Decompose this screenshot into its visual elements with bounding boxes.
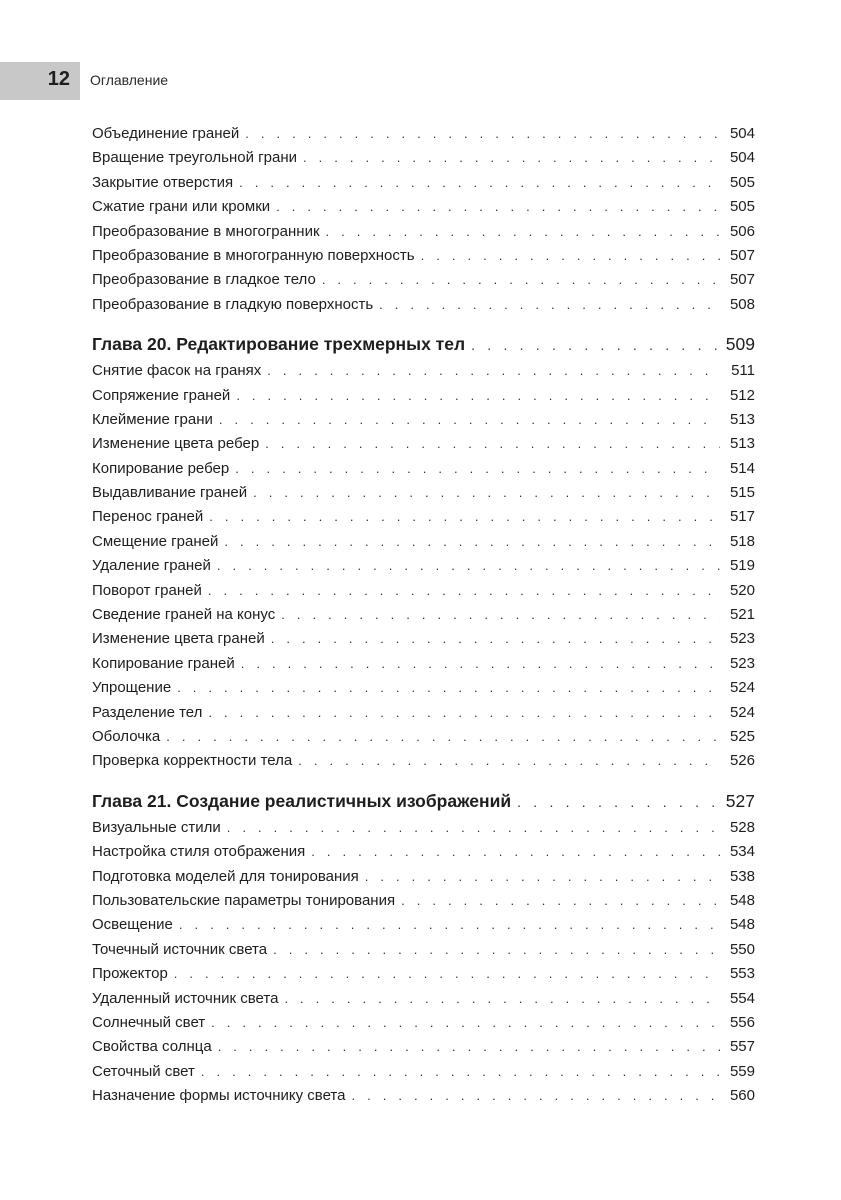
entry-title: Изменение цвета граней	[92, 630, 265, 648]
entry-title: Преобразование в гладкую поверхность	[92, 295, 374, 313]
entry-title: Пользовательские параметры тонирования	[92, 891, 396, 909]
toc-entry[interactable]	[92, 457, 755, 481]
entry-title: Назначение формы источнику света	[92, 1087, 346, 1105]
toc-entry[interactable]	[92, 1035, 755, 1059]
entry-page-number: 556	[729, 1013, 755, 1031]
toc-entry[interactable]	[92, 749, 755, 773]
dot-leader	[224, 530, 720, 554]
page-number-box	[0, 62, 80, 100]
entry-title: Настройка стиля отображения	[92, 843, 306, 861]
toc-section	[92, 329, 755, 774]
dot-leader	[298, 749, 720, 773]
entry-title: Оболочка	[92, 727, 161, 745]
dot-leader	[218, 1035, 720, 1059]
dot-leader	[303, 146, 720, 170]
entry-title: Сеточный свет	[92, 1062, 195, 1080]
dot-leader	[517, 787, 720, 816]
entry-title: Копирование граней	[92, 654, 235, 672]
entry-title: Удаление граней	[92, 557, 211, 575]
dot-leader	[241, 652, 720, 676]
entry-page-number: 513	[729, 410, 755, 428]
entry-title: Перенос граней	[92, 508, 204, 526]
entry-page-number: 534	[729, 843, 755, 861]
dot-leader	[211, 1011, 720, 1035]
entry-title: Подготовка моделей для тонирования	[92, 867, 359, 885]
dot-leader	[351, 1084, 720, 1108]
toc-entry[interactable]	[92, 913, 755, 937]
entry-page-number: 505	[729, 198, 755, 216]
entry-title: Свойства солнца	[92, 1038, 212, 1056]
entry-page-number: 528	[729, 818, 755, 836]
dot-leader	[365, 865, 720, 889]
toc-chapter-heading[interactable]	[92, 786, 755, 816]
toc-entry[interactable]	[92, 1060, 755, 1084]
chapter-name: Редактирование трехмерных тел	[176, 334, 466, 355]
toc-entry[interactable]	[92, 938, 755, 962]
toc-section	[92, 786, 755, 1109]
entry-page-number: 507	[729, 246, 755, 264]
entry-page-number: 504	[729, 125, 755, 142]
toc-chapter-heading[interactable]	[92, 329, 755, 359]
entry-page-number: 508	[729, 295, 755, 313]
entry-page-number: 506	[729, 222, 755, 240]
toc-entry[interactable]	[92, 554, 755, 578]
entry-title: Смещение граней	[92, 532, 219, 550]
entry-title: Сжатие грани или кромки	[92, 198, 271, 216]
entry-title: Проверка корректности тела	[92, 752, 293, 770]
entry-page-number: 524	[729, 703, 755, 721]
dot-leader	[208, 579, 720, 603]
entry-title: Сопряжение граней	[92, 386, 231, 404]
entry-page-number: 550	[729, 940, 755, 958]
toc-entry[interactable]	[92, 962, 755, 986]
entry-page-number: 524	[729, 679, 755, 697]
entry-page-number: 548	[729, 916, 755, 934]
dot-leader	[177, 676, 720, 700]
dot-leader	[239, 171, 720, 195]
entry-title: Клеймение грани	[92, 410, 213, 428]
dot-leader	[322, 268, 720, 292]
toc-entry[interactable]	[92, 627, 755, 651]
entry-title: Разделение тел	[92, 703, 203, 721]
entry-page-number: 520	[729, 581, 755, 599]
dot-leader	[179, 913, 720, 937]
entry-page-number: 538	[729, 867, 755, 885]
dot-leader	[379, 293, 720, 317]
toc-entry[interactable]	[92, 195, 755, 219]
entry-page-number: 519	[729, 557, 755, 575]
chapter-page-number: 509	[725, 334, 755, 355]
entry-title: Снятие фасок на гранях	[92, 362, 262, 380]
dot-leader	[311, 840, 720, 864]
entry-page-number: 559	[729, 1062, 755, 1080]
entry-title: Объединение граней	[92, 125, 240, 142]
entry-page-number: 513	[729, 435, 755, 453]
page-header	[0, 62, 400, 100]
toc-entry[interactable]	[92, 1011, 755, 1035]
toc-entry[interactable]	[92, 676, 755, 700]
entry-page-number: 525	[729, 727, 755, 745]
entry-title: Сведение граней на конус	[92, 606, 276, 624]
dot-leader	[236, 384, 720, 408]
dot-leader	[201, 1060, 720, 1084]
toc-entry[interactable]	[92, 725, 755, 749]
toc-entry[interactable]	[92, 122, 755, 146]
toc-entry[interactable]	[92, 408, 755, 432]
toc-entry[interactable]	[92, 701, 755, 725]
toc-entry[interactable]	[92, 603, 755, 627]
dot-leader	[421, 244, 720, 268]
dot-leader	[281, 603, 720, 627]
entry-page-number: 557	[729, 1038, 755, 1056]
entry-title: Преобразование в многогранную поверхность	[92, 246, 415, 264]
entry-page-number: 511	[731, 362, 755, 380]
entry-page-number: 505	[729, 173, 755, 191]
dot-leader	[219, 408, 720, 432]
dot-leader	[401, 889, 720, 913]
chapter-number: Глава 20.	[92, 334, 172, 355]
toc-entry[interactable]	[92, 384, 755, 408]
entry-page-number: 507	[729, 271, 755, 289]
dot-leader	[217, 554, 720, 578]
entry-page-number: 554	[729, 989, 755, 1007]
entry-title: Упрощение	[92, 679, 172, 697]
entry-title: Преобразование в гладкое тело	[92, 271, 316, 289]
table-of-contents	[92, 122, 755, 1108]
entry-page-number: 517	[729, 508, 755, 526]
dot-leader	[267, 359, 720, 383]
chapter-name: Создание реалистичных изображений	[176, 790, 512, 811]
dot-leader	[227, 816, 720, 840]
entry-page-number: 521	[729, 606, 755, 624]
entry-page-number: 523	[729, 654, 755, 672]
entry-title: Копирование ребер	[92, 459, 230, 477]
dot-leader	[273, 938, 720, 962]
entry-page-number: 560	[729, 1087, 755, 1105]
toc-entry[interactable]	[92, 840, 755, 864]
toc-entry[interactable]	[92, 359, 755, 383]
entry-title: Закрытие отверстия	[92, 173, 234, 191]
toc-entry[interactable]	[92, 530, 755, 554]
chapter-page-number: 527	[725, 790, 755, 811]
entry-title: Преобразование в многогранник	[92, 222, 320, 240]
toc-entry[interactable]	[92, 268, 755, 292]
dot-leader	[209, 505, 720, 529]
entry-page-number: 548	[729, 891, 755, 909]
dot-leader	[265, 432, 720, 456]
dot-leader	[326, 220, 720, 244]
entry-page-number: 515	[729, 484, 755, 502]
entry-title: Солнечный свет	[92, 1013, 206, 1031]
chapter-number: Глава 21.	[92, 790, 172, 811]
entry-title: Освещение	[92, 916, 173, 934]
toc-entry[interactable]	[92, 505, 755, 529]
entry-title: Точечный источник света	[92, 940, 268, 958]
toc-entry[interactable]	[92, 987, 755, 1011]
entry-page-number: 512	[729, 386, 755, 404]
toc-entry[interactable]	[92, 1084, 755, 1108]
dot-leader	[235, 457, 720, 481]
toc-entry[interactable]	[92, 244, 755, 268]
toc-entry[interactable]	[92, 652, 755, 676]
entry-title: Удаленный источник света	[92, 989, 279, 1007]
entry-title: Визуальные стили	[92, 818, 221, 836]
toc-section	[92, 122, 755, 317]
dot-leader	[245, 122, 720, 146]
toc-entry[interactable]	[92, 220, 755, 244]
dot-leader	[276, 195, 720, 219]
dot-leader	[174, 962, 720, 986]
entry-page-number: 504	[729, 149, 755, 167]
entry-page-number: 518	[729, 532, 755, 550]
entry-page-number: 526	[729, 752, 755, 770]
running-title: Оглавление	[90, 72, 169, 88]
dot-leader	[253, 481, 720, 505]
toc-entry[interactable]	[92, 293, 755, 317]
chapter-title	[92, 786, 511, 816]
entry-page-number: 553	[729, 965, 755, 983]
dot-leader	[284, 987, 720, 1011]
page-number: 12	[47, 68, 70, 90]
toc-entry[interactable]	[92, 171, 755, 195]
entry-page-number: 523	[729, 630, 755, 648]
entry-title: Изменение цвета ребер	[92, 435, 260, 453]
dot-leader	[271, 627, 720, 651]
dot-leader	[208, 701, 720, 725]
entry-title: Прожектор	[92, 965, 168, 983]
dot-leader	[471, 330, 720, 359]
toc-entry[interactable]	[92, 865, 755, 889]
toc-entry[interactable]	[92, 432, 755, 456]
toc-entry[interactable]	[92, 816, 755, 840]
toc-entry[interactable]	[92, 146, 755, 170]
entry-title: Вращение треугольной грани	[92, 149, 297, 167]
entry-title: Выдавливание граней	[92, 484, 248, 502]
toc-entry[interactable]	[92, 579, 755, 603]
entry-page-number: 514	[729, 459, 755, 477]
toc-entry[interactable]	[92, 889, 755, 913]
entry-title: Поворот граней	[92, 581, 202, 599]
chapter-title	[92, 329, 465, 359]
dot-leader	[166, 725, 720, 749]
toc-entry[interactable]	[92, 481, 755, 505]
